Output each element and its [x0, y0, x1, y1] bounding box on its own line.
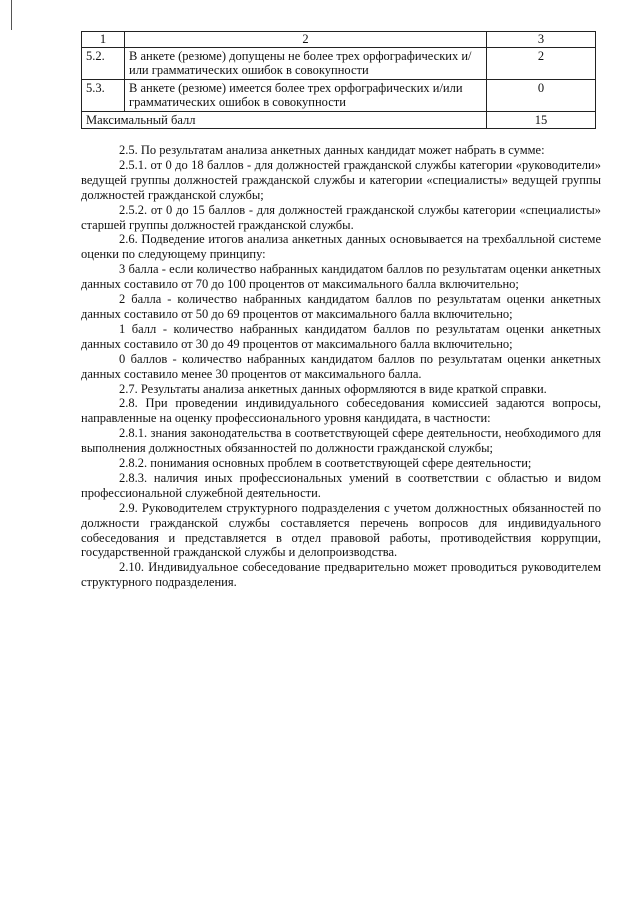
- scan-artifact-line: [11, 0, 12, 30]
- paragraph: 2.8. При проведении индивидуального собеседования комиссией задаются вопросы, направленные на оценку профессионального уровня кандидата, в частности:: [81, 396, 601, 426]
- paragraph: 2.8.2. понимания основных проблем в соответствующей сфере деятельности;: [119, 456, 532, 471]
- table-row: [82, 47, 596, 79]
- paragraph: 2.5.2. от 0 до 15 баллов - для должностей гражданской службы категории «специалисты» старшей группы должностей гражданской службы.: [81, 202, 601, 232]
- paragraph: 2.10. Индивидуальное собеседование предварительно может проводиться руководителем структурного подразделения.: [81, 560, 601, 590]
- paragraph: 2.5.1. от 0 до 18 баллов - для должностей гражданской службы категории «руководители» ведущей группы должностей гражданской службы и категории «специалисты» ведущей группы должностей гражданской службы;: [81, 157, 601, 202]
- total-label: Максимальный балл: [82, 111, 487, 129]
- document-page: [81, 31, 601, 590]
- paragraph: 2.9. Руководителем структурного подразделения с учетом должностных обязанностей по должности гражданской службы составляется перечень вопросов для индивидуального собеседования и представляется в отдел правовой работы, противодействия коррупции, государственной гражданской службы и делопроизводства.: [81, 500, 601, 560]
- paragraph: 1 балл - количество набранных кандидатом баллов по результатам оценки анкетных данных составило от 30 до 49 процентов от максимального балла включительно;: [81, 321, 601, 351]
- row-number: 5.2.: [82, 47, 125, 79]
- document-body: [81, 143, 601, 590]
- table-header-cell: 3: [487, 32, 596, 48]
- scoring-table: [81, 31, 596, 129]
- paragraph: 2.8.1. знания законодательства в соответствующей сфере деятельности, необходимого для выполнения должностных обязанностей по должности гражданской службы;: [81, 426, 601, 456]
- row-criterion: В анкете (резюме) допущены не более трех орфографических и/или грамматических ошибок в совокупности: [125, 47, 487, 79]
- paragraph: 2.5. По результатам анализа анкетных данных кандидат может набрать в сумме:: [119, 143, 545, 157]
- table-header-cell: 2: [125, 32, 487, 48]
- paragraph: 2.7. Результаты анализа анкетных данных оформляются в виде краткой справки.: [119, 381, 547, 396]
- paragraph: 2.6. Подведение итогов анализа анкетных данных основывается на трехбалльной системе оценки по следующему принципу:: [81, 232, 601, 262]
- paragraph: 3 балла - если количество набранных кандидатом баллов по результатам оценки анкетных данных составило от 70 до 100 процентов от максимального балла включительно;: [81, 262, 601, 292]
- row-number: 5.3.: [82, 79, 125, 111]
- paragraph: 2 балла - количество набранных кандидатом баллов по результатам оценки анкетных данных составило от 50 до 69 процентов от максимального балла включительно;: [81, 292, 601, 321]
- row-score: 2: [487, 47, 596, 79]
- row-criterion: В анкете (резюме) имеется более трех орфографических и/или грамматических ошибок в совокупности: [125, 79, 487, 111]
- paragraph: 0 баллов - количество набранных кандидатом баллов по результатам оценки анкетных данных составило менее 30 процентов от максимального балла.: [81, 351, 601, 381]
- table-header-row: [82, 32, 596, 48]
- paragraph: 2.8.3. наличия иных профессиональных умений в соответствии с областью и видом профессиональной служебной деятельности.: [81, 470, 601, 500]
- table-total-row: [82, 111, 596, 129]
- table-header-cell: 1: [82, 32, 125, 48]
- total-value: 15: [487, 111, 596, 129]
- table-row: [82, 79, 596, 111]
- row-score: 0: [487, 79, 596, 111]
